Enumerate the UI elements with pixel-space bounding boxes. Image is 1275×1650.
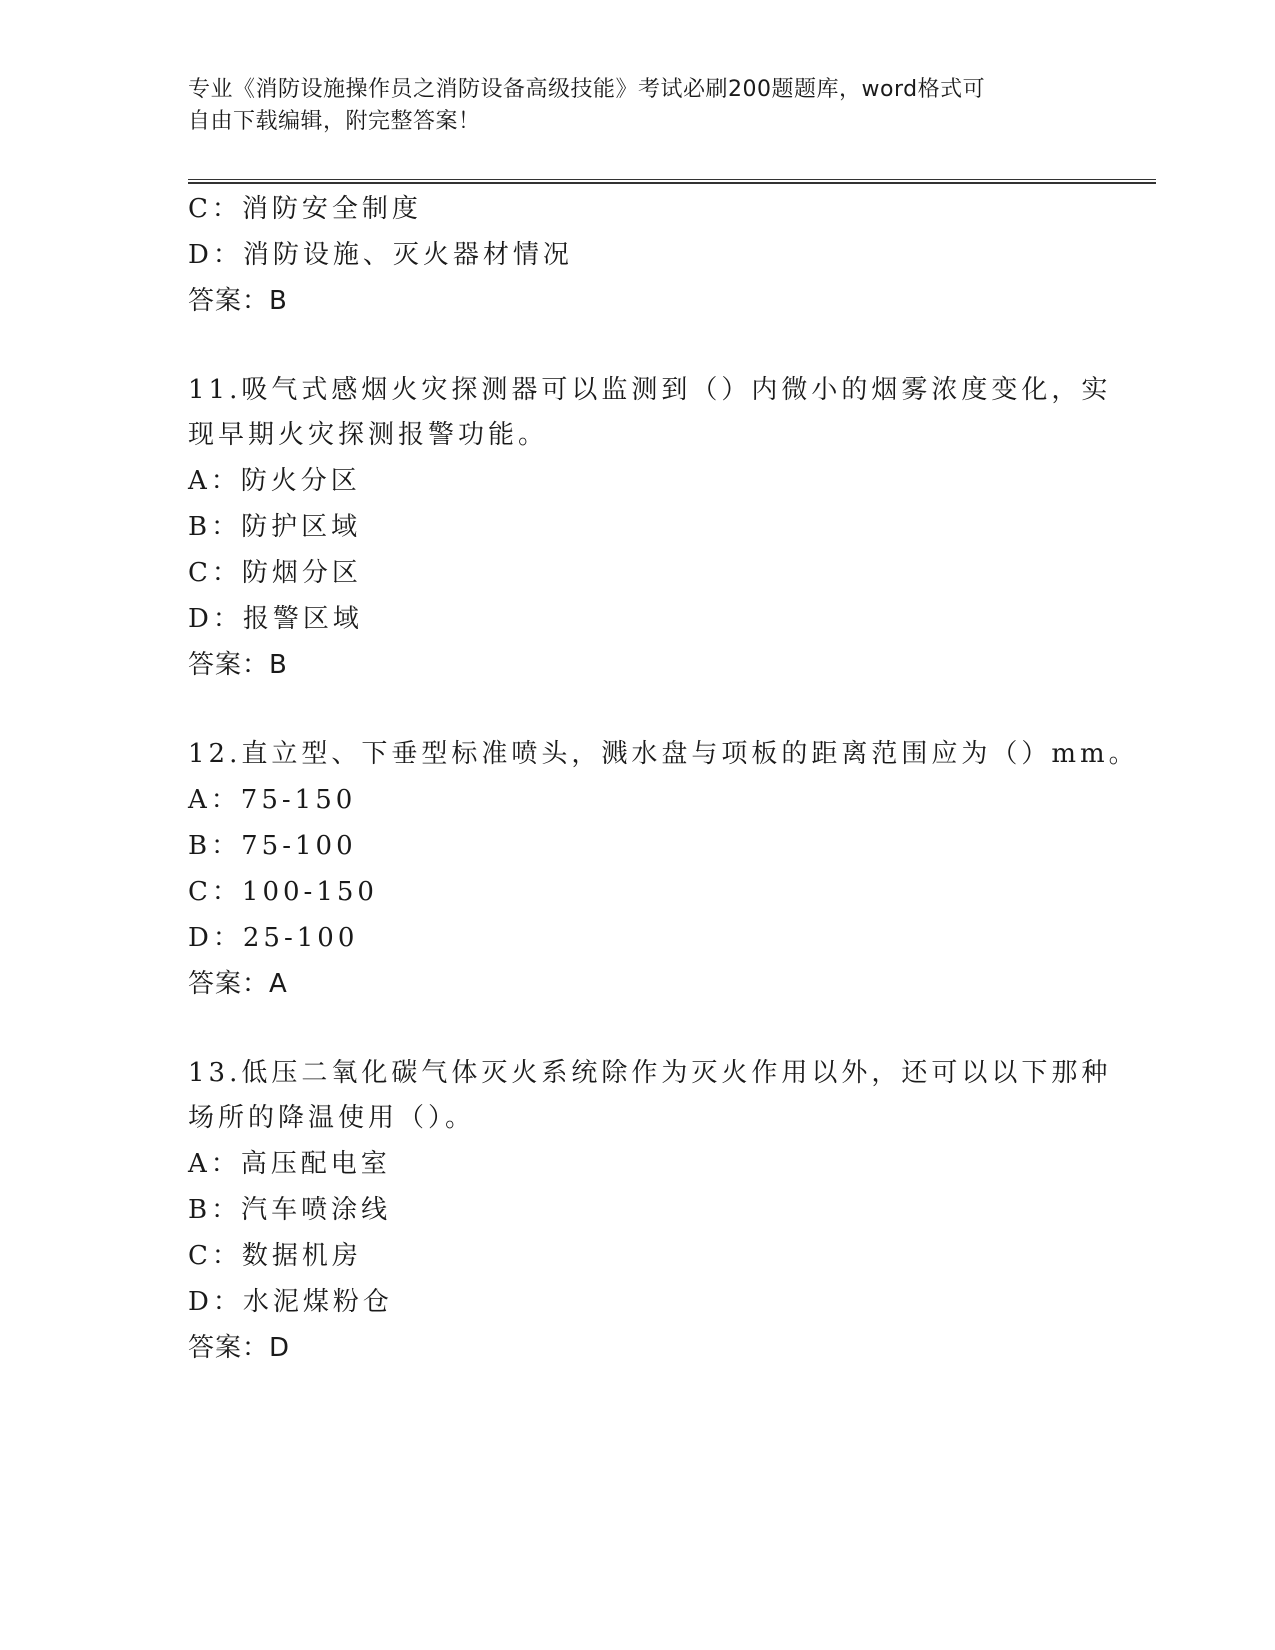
option-d bbox=[188, 596, 1128, 642]
option-text: 75-150 bbox=[240, 785, 357, 815]
option-d bbox=[188, 1279, 1128, 1325]
option-key: B： bbox=[188, 512, 242, 542]
option-c bbox=[188, 1233, 1128, 1279]
option-text: 防护区域 bbox=[241, 512, 362, 542]
option-key: A： bbox=[188, 466, 241, 496]
spacer bbox=[188, 1007, 1128, 1051]
option-text: 100-150 bbox=[241, 877, 378, 907]
question-text-line: 12.直立型、下垂型标准喷头，溅水盘与项板的距离范围应为（）mm。 bbox=[188, 739, 1139, 769]
option-text: 75-100 bbox=[241, 831, 357, 861]
option-key: A： bbox=[188, 1149, 241, 1179]
option-text: 水泥煤粉仓 bbox=[242, 1287, 393, 1317]
option-d bbox=[188, 232, 1128, 278]
header-line-1: 专业《消防设施操作员之消防设备高级技能》考试必刷200题题库，word格式可 bbox=[188, 77, 986, 102]
option-text: 消防设施、灭火器材情况 bbox=[242, 240, 573, 270]
header-line-2: 自由下载编辑，附完整答案！ bbox=[188, 109, 481, 134]
option-key: C： bbox=[188, 1241, 242, 1271]
option-key: D： bbox=[188, 604, 243, 634]
option-a bbox=[188, 1141, 1128, 1187]
option-text: 报警区域 bbox=[242, 604, 363, 634]
header-divider bbox=[188, 179, 1156, 184]
answer-line: 答案：B bbox=[188, 286, 288, 316]
document-header bbox=[188, 74, 1088, 138]
option-c bbox=[188, 869, 1128, 915]
question-13 bbox=[188, 1051, 1128, 1371]
question-text-line: 13.低压二氧化碳气体灭火系统除作为灭火作用以外，还可以以下那种 bbox=[188, 1058, 1112, 1088]
spacer bbox=[188, 688, 1128, 732]
option-text: 汽车喷涂线 bbox=[241, 1195, 392, 1225]
option-key: C： bbox=[188, 194, 242, 224]
question-12 bbox=[188, 732, 1139, 1007]
question-text-line: 现早期火灾探测报警功能。 bbox=[188, 420, 549, 450]
answer-line: 答案：B bbox=[188, 650, 288, 680]
option-key: B： bbox=[188, 1195, 242, 1225]
option-b bbox=[188, 1187, 1128, 1233]
option-key: D： bbox=[188, 923, 243, 953]
option-text: 防烟分区 bbox=[241, 558, 362, 588]
option-key: B： bbox=[188, 831, 242, 861]
option-text: 高压配电室 bbox=[240, 1149, 391, 1179]
option-a bbox=[188, 458, 1128, 504]
spacer bbox=[188, 324, 1128, 368]
option-key: D： bbox=[188, 1287, 243, 1317]
answer-line: 答案：D bbox=[188, 1333, 291, 1363]
question-list bbox=[188, 186, 1139, 1371]
option-text: 防火分区 bbox=[240, 466, 361, 496]
option-key: D： bbox=[188, 240, 243, 270]
option-text: 消防安全制度 bbox=[241, 194, 422, 224]
option-a bbox=[188, 777, 1128, 823]
question-11 bbox=[188, 368, 1128, 688]
option-c bbox=[188, 186, 1128, 232]
option-d bbox=[188, 915, 1128, 961]
answer-line: 答案：A bbox=[188, 969, 288, 999]
option-text: 数据机房 bbox=[241, 1241, 362, 1271]
option-key: A： bbox=[188, 785, 241, 815]
option-key: C： bbox=[188, 558, 242, 588]
option-text: 25-100 bbox=[242, 923, 359, 953]
option-c bbox=[188, 550, 1128, 596]
option-b bbox=[188, 504, 1128, 550]
option-b bbox=[188, 823, 1128, 869]
previous-question-tail bbox=[188, 186, 1128, 324]
question-text-line: 11.吸气式感烟火灾探测器可以监测到（）内微小的烟雾浓度变化，实 bbox=[188, 375, 1112, 405]
option-key: C： bbox=[188, 877, 242, 907]
question-text-line: 场所的降温使用（）。 bbox=[188, 1103, 476, 1133]
